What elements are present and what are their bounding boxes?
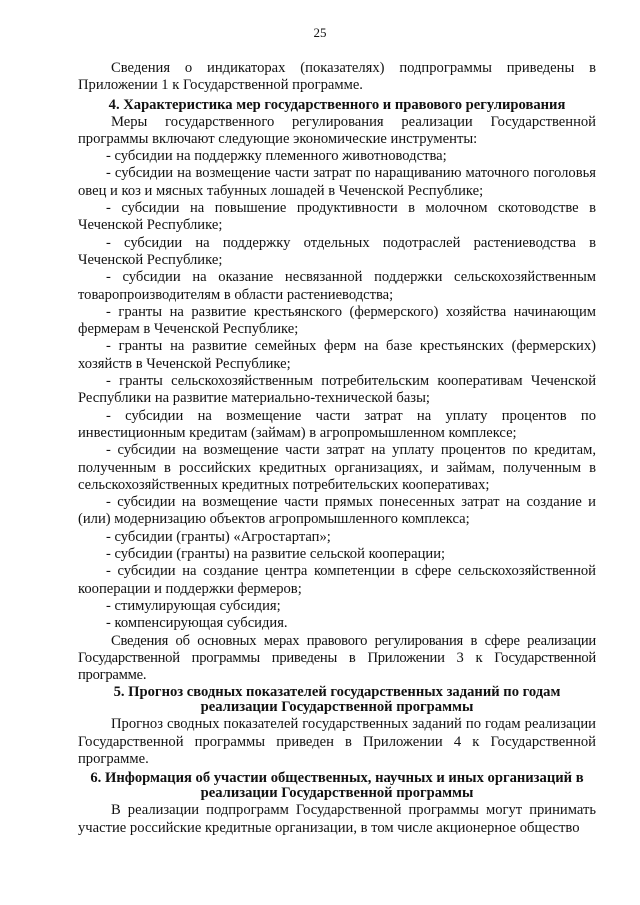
section-6-text: В реализации подпрограмм Государственной программы могут принимать участие российские кредитные организации, в том числе акционерное общество <box>78 802 596 836</box>
list-item: - компенсирующая субсидия. <box>106 615 288 632</box>
section-4-list <box>78 148 596 632</box>
list-item: - субсидии на оказание несвязанной поддержки сельскохозяйственным товаропроизводителям в области растениеводства; <box>78 269 596 303</box>
page-number: 25 <box>313 25 327 40</box>
list-item: - субсидии на возмещение части затрат на уплату процентов по инвестиционным кредитам (займам) в агропромышленном комплексе; <box>78 407 596 441</box>
section-6-heading: 6. Информация об участии общественных, научных и иных организаций в реализации Государственной программы <box>90 770 584 802</box>
list-item: - субсидии на создание центра компетенции в сфере сельскохозяйственной кооперации и поддержки фермеров; <box>78 563 596 597</box>
section-4-intro: Меры государственного регулирования реализации Государственной программы включают следующие экономические инструменты: <box>78 113 596 147</box>
list-item: - субсидии (гранты) «Агростартап»; <box>106 528 331 545</box>
list-item: - субсидии на возмещение части прямых понесенных затрат на создание и (или) модернизацию объектов агропромышленного комплекса; <box>78 494 596 528</box>
intro-paragraph: Сведения о индикаторах (показателях) подпрограммы приведены в Приложении 1 к Государственной программе. <box>78 60 596 94</box>
section-4-heading: 4. Характеристика мер государственного и правового регулирования <box>108 96 566 113</box>
list-item: - субсидии (гранты) на развитие сельской кооперации; <box>106 546 446 563</box>
list-item: - субсидии на возмещение части затрат по наращиванию маточного поголовья овец и коз и мясных табунных лошадей в Чеченской Республике; <box>78 165 596 199</box>
list-item: - субсидии на поддержку отдельных подотраслей растениеводства в Чеченской Республике; <box>78 234 596 268</box>
page-content <box>78 60 596 837</box>
section-5-heading: 5. Прогноз сводных показателей государственных заданий по годам реализации Государственной программы <box>113 684 561 716</box>
list-item: - субсидии на повышение продуктивности в молочном скотоводстве в Чеченской Республике; <box>78 200 596 234</box>
list-item: - стимулирующая субсидия; <box>106 597 281 614</box>
list-item: - субсидии на возмещение части затрат на уплату процентов по кредитам, полученным в российских кредитных организациях, и займам, полученным в сельскохозяйственных кредитных потребительских кооперативах; <box>78 442 596 493</box>
list-item: - гранты на развитие крестьянского (фермерского) хозяйства начинающим фермерам в Чеченской Республике; <box>78 303 596 338</box>
list-item: - субсидии на поддержку племенного животноводства; <box>106 148 447 165</box>
section-4-closing: Сведения об основных мерах правового регулирования в сфере реализации Государственной программы приведены в Приложении 3 к Государственной программе. <box>78 632 596 684</box>
list-item: - гранты на развитие семейных ферм на базе крестьянских (фермерских) хозяйств в Чеченской Республике; <box>78 338 596 372</box>
list-item: - гранты сельскохозяйственным потребительским кооперативам Чеченской Республики на развитие материально-технической базы; <box>78 373 596 407</box>
section-5-text: Прогноз сводных показателей государственных заданий по годам реализации Государственной программы приведен в Приложении 4 к Государственной программе. <box>78 716 596 767</box>
